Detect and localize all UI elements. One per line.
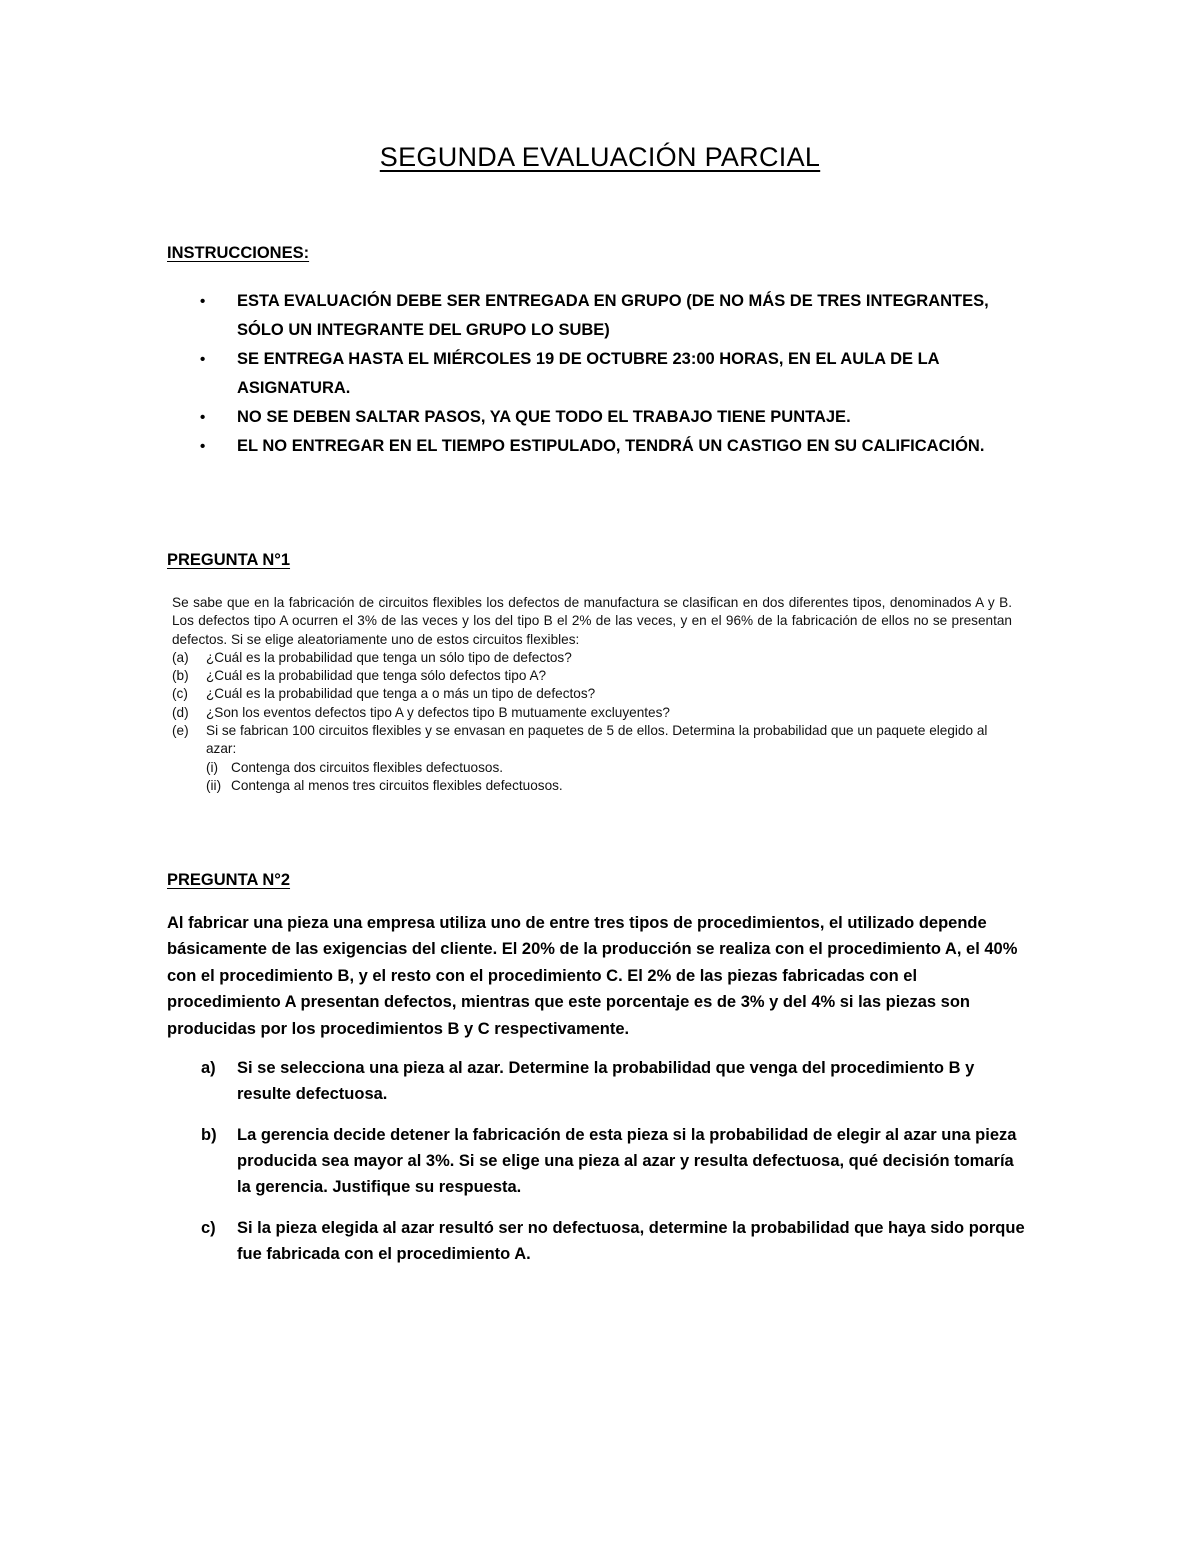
item-label: c): [201, 1219, 216, 1237]
bullet-icon: •: [200, 409, 206, 426]
instructions-heading: INSTRUCCIONES:: [167, 244, 310, 262]
question-2-heading: PREGUNTA N°2: [167, 871, 291, 889]
page-title: SEGUNDA EVALUACIÓN PARCIAL: [379, 142, 821, 172]
list-item: [172, 667, 1012, 685]
list-item: [167, 1215, 1027, 1267]
item-text: ¿Cuál es la probabilidad que tenga un sólo tipo de defectos?: [206, 649, 572, 665]
list-item: [206, 759, 1012, 777]
item-text: Si la pieza elegida al azar resultó ser no defectuosa, determine la probabilidad que haya sido porque fue fabricada con el procedimiento A.: [237, 1219, 1025, 1263]
instructions-list: [167, 287, 1007, 461]
question-1-heading: PREGUNTA N°1: [167, 551, 291, 569]
list-item: [206, 777, 1012, 795]
item-text: La gerencia decide detener la fabricación de esta pieza si la probabilidad de elegir al azar una pieza producida sea mayor al 3%. Si se elige una pieza al azar y resulta defectuosa, qué decisión tomaría la gerencia. Justifique su respuesta.: [237, 1126, 1017, 1196]
list-item: [172, 649, 1012, 667]
instruction-text: NO SE DEBEN SALTAR PASOS, YA QUE TODO EL TRABAJO TIENE PUNTAJE.: [237, 408, 851, 426]
item-label: (a): [172, 649, 189, 665]
question-1-items: [172, 649, 1012, 795]
item-text: ¿Cuál es la probabilidad que tenga sólo defectos tipo A?: [206, 668, 547, 684]
list-item: [172, 722, 1012, 795]
list-item: [167, 345, 1007, 403]
subitem-label: (i): [206, 759, 219, 775]
item-text: Si se fabrican 100 circuitos flexibles y se envasan en paquetes de 5 de ellos. Determina la probabilidad que un paquete elegido al azar:: [206, 723, 988, 757]
item-label: (e): [172, 723, 189, 739]
subitem-text: Contenga al menos tres circuitos flexibles defectuosos.: [231, 777, 563, 793]
list-item: [172, 685, 1012, 703]
question-2-intro: Al fabricar una pieza una empresa utiliza uno de entre tres tipos de procedimientos, el utilizado depende básicamente de las exigencias del cliente. El 20% de la producción se realiza con el procedimiento A, el 40% con el procedimiento B, y el resto con el procedimiento C. El 2% de las piezas fabricadas con el procedimiento A presentan defectos, mientras que este porcentaje es de 3% y del 4% si las piezas son producidas por los procedimientos B y C respectivamente.: [167, 914, 1018, 1038]
list-item: [167, 403, 1007, 432]
list-item: [167, 287, 1007, 345]
bullet-icon: •: [200, 351, 206, 368]
list-item: [167, 1055, 1027, 1107]
question-1-body: [172, 594, 1012, 795]
bullet-icon: •: [200, 438, 206, 455]
question-1-subitems: [206, 759, 1012, 796]
subitem-text: Contenga dos circuitos flexibles defectuosos.: [231, 759, 504, 775]
item-text: ¿Son los eventos defectos tipo A y defectos tipo B mutuamente excluyentes?: [206, 704, 670, 720]
item-label: (d): [172, 704, 189, 720]
question-1-intro: Se sabe que en la fabricación de circuitos flexibles los defectos de manufactura se clasifican en dos diferentes tipos, denominados A y B. Los defectos tipo A ocurren el 3% de las veces y los del tipo B el 2% de las veces, y en el 96% de la fabricación de ellos no se presentan defectos. Si se elige aleatoriamente uno de estos circuitos flexibles:: [172, 595, 1012, 647]
instruction-text: SE ENTREGA HASTA EL MIÉRCOLES 19 DE OCTUBRE 23:00 HORAS, EN EL AULA DE LA ASIGNATURA.: [237, 350, 939, 397]
bullet-icon: •: [200, 293, 206, 310]
list-item: [167, 432, 1007, 461]
item-label: a): [201, 1059, 216, 1077]
item-text: ¿Cuál es la probabilidad que tenga a o más un tipo de defectos?: [206, 686, 596, 702]
subitem-label: (ii): [206, 777, 222, 793]
instruction-text: EL NO ENTREGAR EN EL TIEMPO ESTIPULADO, TENDRÁ UN CASTIGO EN SU CALIFICACIÓN.: [237, 437, 985, 455]
item-label: (b): [172, 668, 189, 684]
list-item: [172, 704, 1012, 722]
question-2-items: [167, 1055, 1027, 1282]
item-label: (c): [172, 686, 188, 702]
item-text: Si se selecciona una pieza al azar. Determine la probabilidad que venga del procedimiento B y resulte defectuosa.: [237, 1059, 975, 1103]
list-item: [167, 1122, 1027, 1200]
instruction-text: ESTA EVALUACIÓN DEBE SER ENTREGADA EN GRUPO (DE NO MÁS DE TRES INTEGRANTES, SÓLO UN INTEGRANTE DEL GRUPO LO SUBE): [237, 292, 989, 339]
item-label: b): [201, 1126, 217, 1144]
